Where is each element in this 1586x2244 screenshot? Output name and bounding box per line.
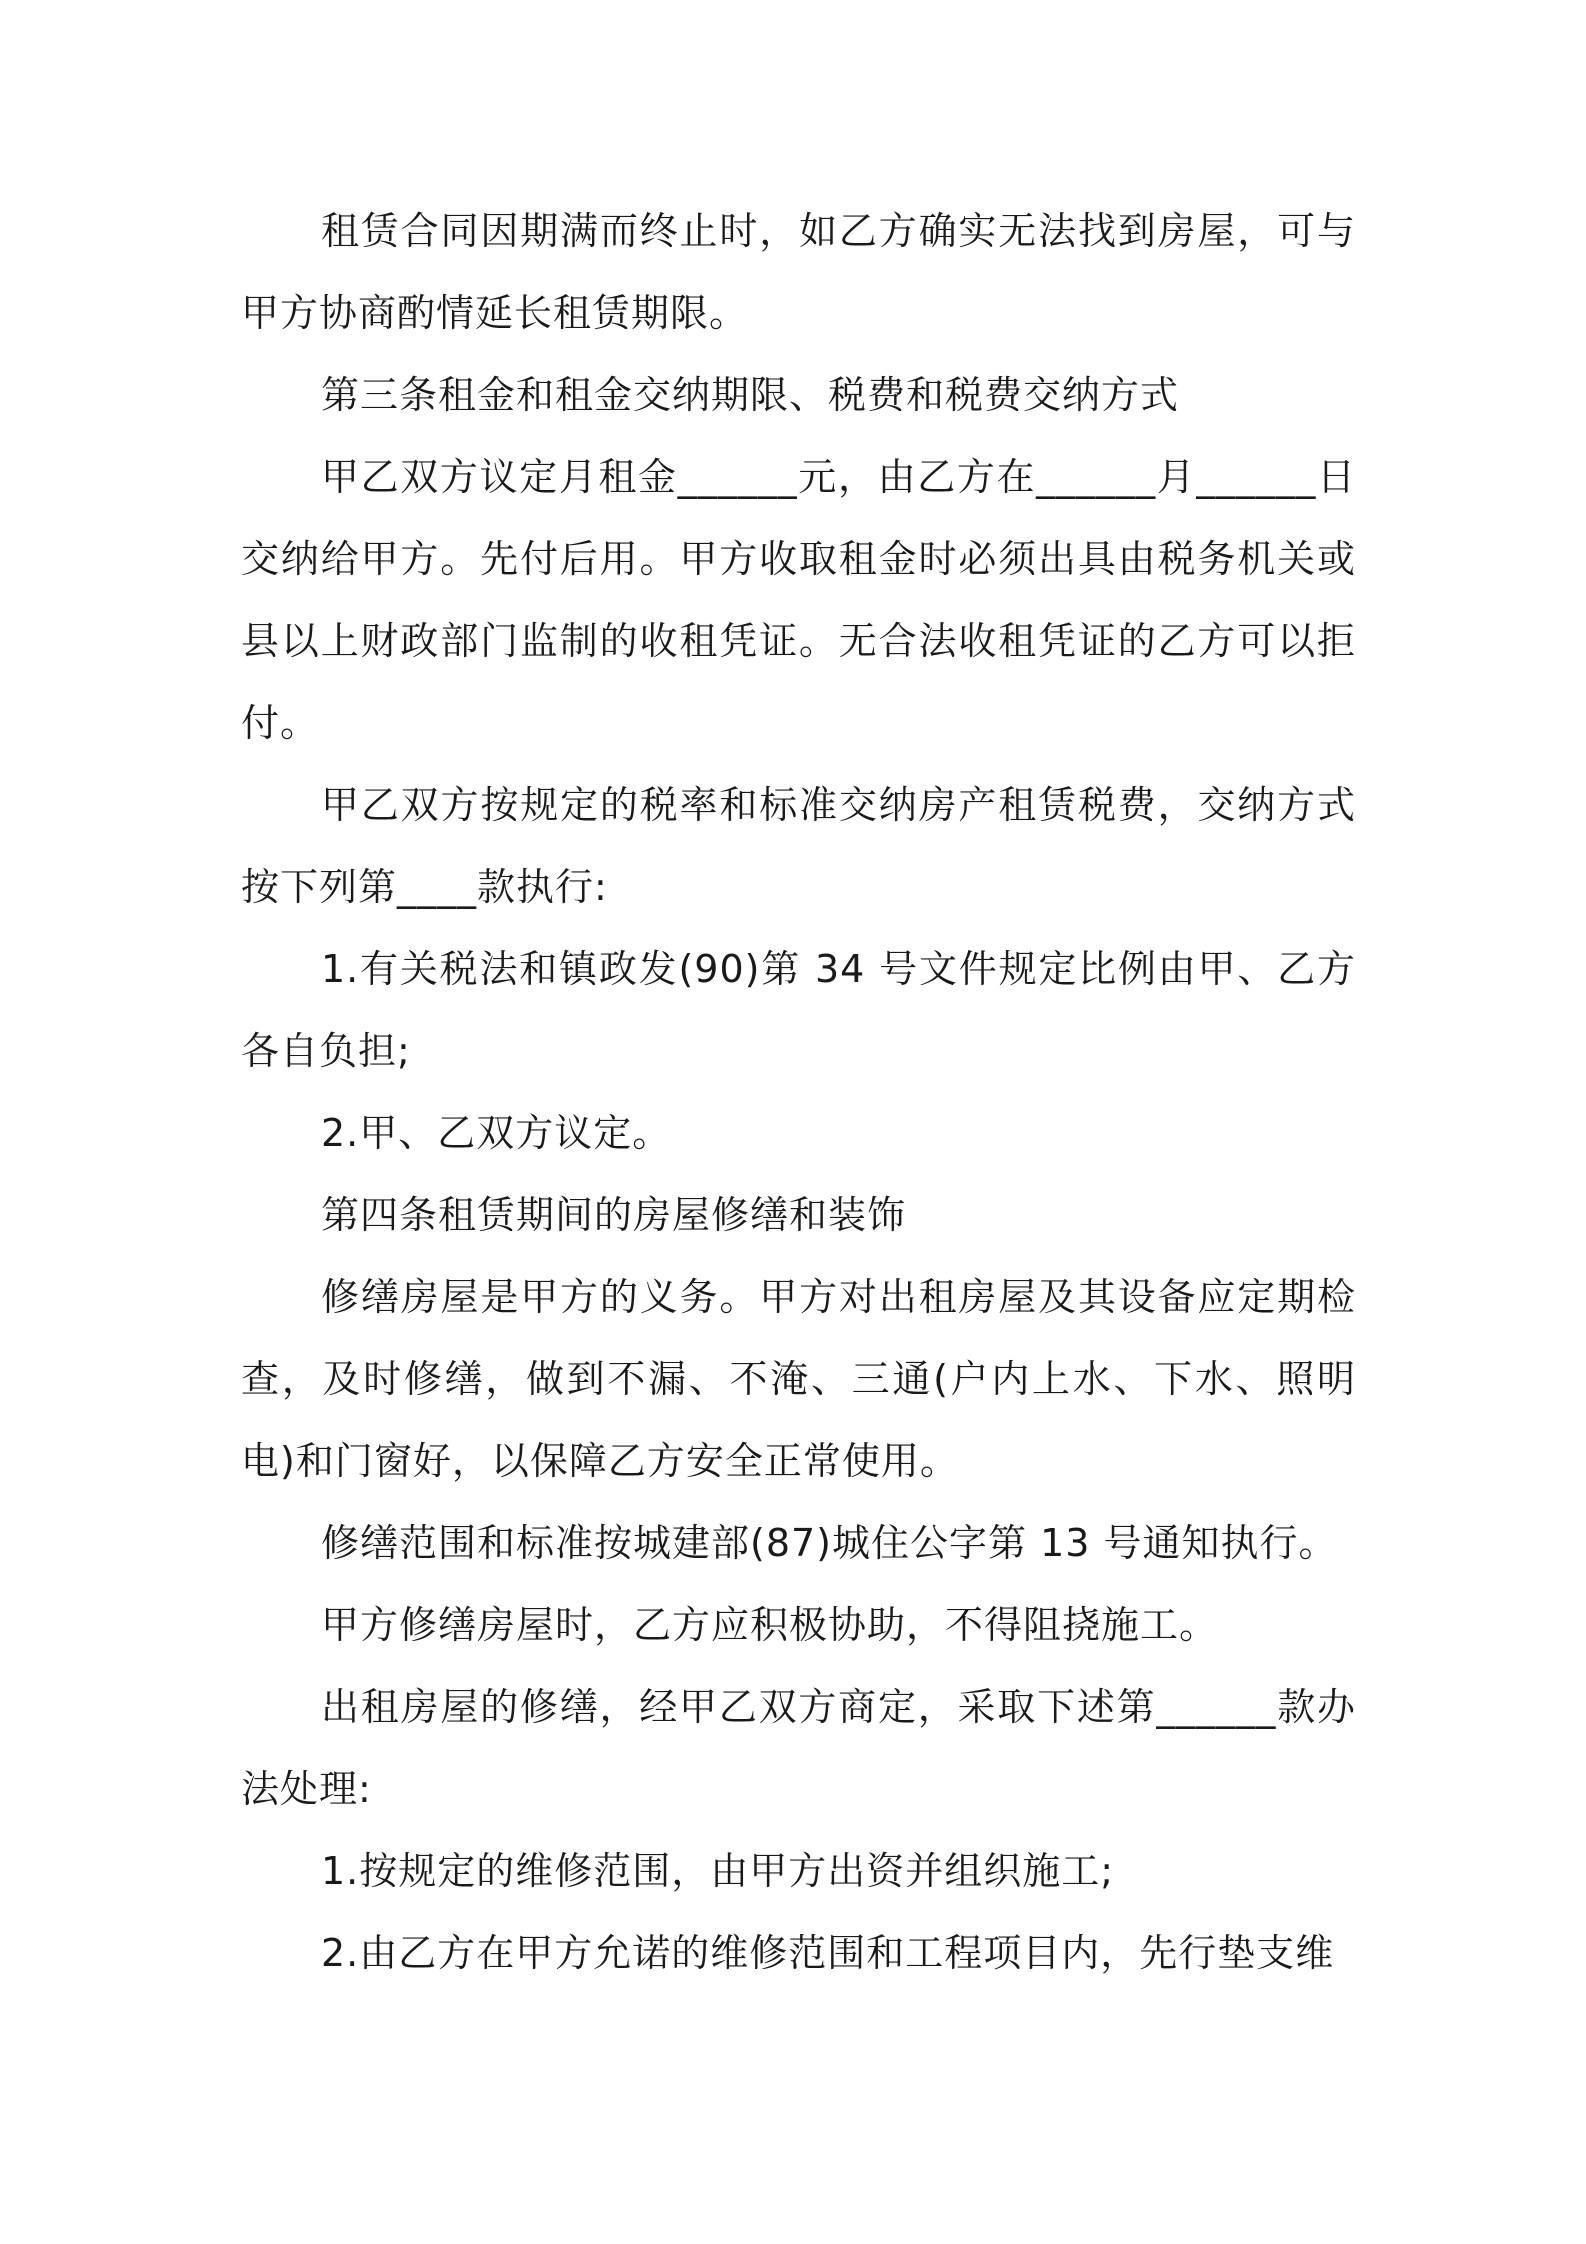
heading-article-3: 第三条租金和租金交纳期限、税费和税费交纳方式	[321, 373, 1180, 417]
paragraph-rent-payment: 甲乙双方议定月租金______元，由乙方在______月______日交纳给甲方。先付后用。甲方收取租金时必须出具由税务机关或县以上财政部门监制的收租凭证。无合法收租凭证的乙方可以拒付。	[241, 455, 1356, 745]
list-item-repair-option-2: 2.由乙方在甲方允诺的维修范围和工程项目内，先行垫支维	[321, 1931, 1335, 1975]
paragraph-repair-cooperation: 甲方修缮房屋时，乙方应积极协助，不得阻挠施工。	[321, 1603, 1219, 1647]
document-body	[241, 190, 1356, 1994]
paragraph-repair-obligation: 修缮房屋是甲方的义务。甲方对出租房屋及其设备应定期检查，及时修缮，做到不漏、不淹、三通(户内上水、下水、照明电)和门窗好，以保障乙方安全正常使用。	[241, 1275, 1356, 1483]
list-item-tax-option-1: 1.有关税法和镇政发(90)第 34 号文件规定比例由甲、乙方各自负担;	[241, 947, 1356, 1073]
list-item-tax-option-2: 2.甲、乙双方议定。	[321, 1111, 672, 1155]
paragraph-repair-method: 出租房屋的修缮，经甲乙双方商定，采取下述第______款办法处理:	[241, 1685, 1356, 1811]
heading-article-4: 第四条租赁期间的房屋修缮和装饰	[321, 1193, 907, 1237]
paragraph-repair-scope: 修缮范围和标准按城建部(87)城住公字第 13 号通知执行。	[321, 1521, 1338, 1565]
paragraph-tax-payment: 甲乙双方按规定的税率和标准交纳房产租赁税费，交纳方式按下列第____款执行:	[241, 783, 1356, 909]
list-item-repair-option-1: 1.按规定的维修范围，由甲方出资并组织施工;	[321, 1849, 1115, 1893]
paragraph-lease-extension: 租赁合同因期满而终止时，如乙方确实无法找到房屋，可与甲方协商酌情延长租赁期限。	[241, 209, 1356, 335]
